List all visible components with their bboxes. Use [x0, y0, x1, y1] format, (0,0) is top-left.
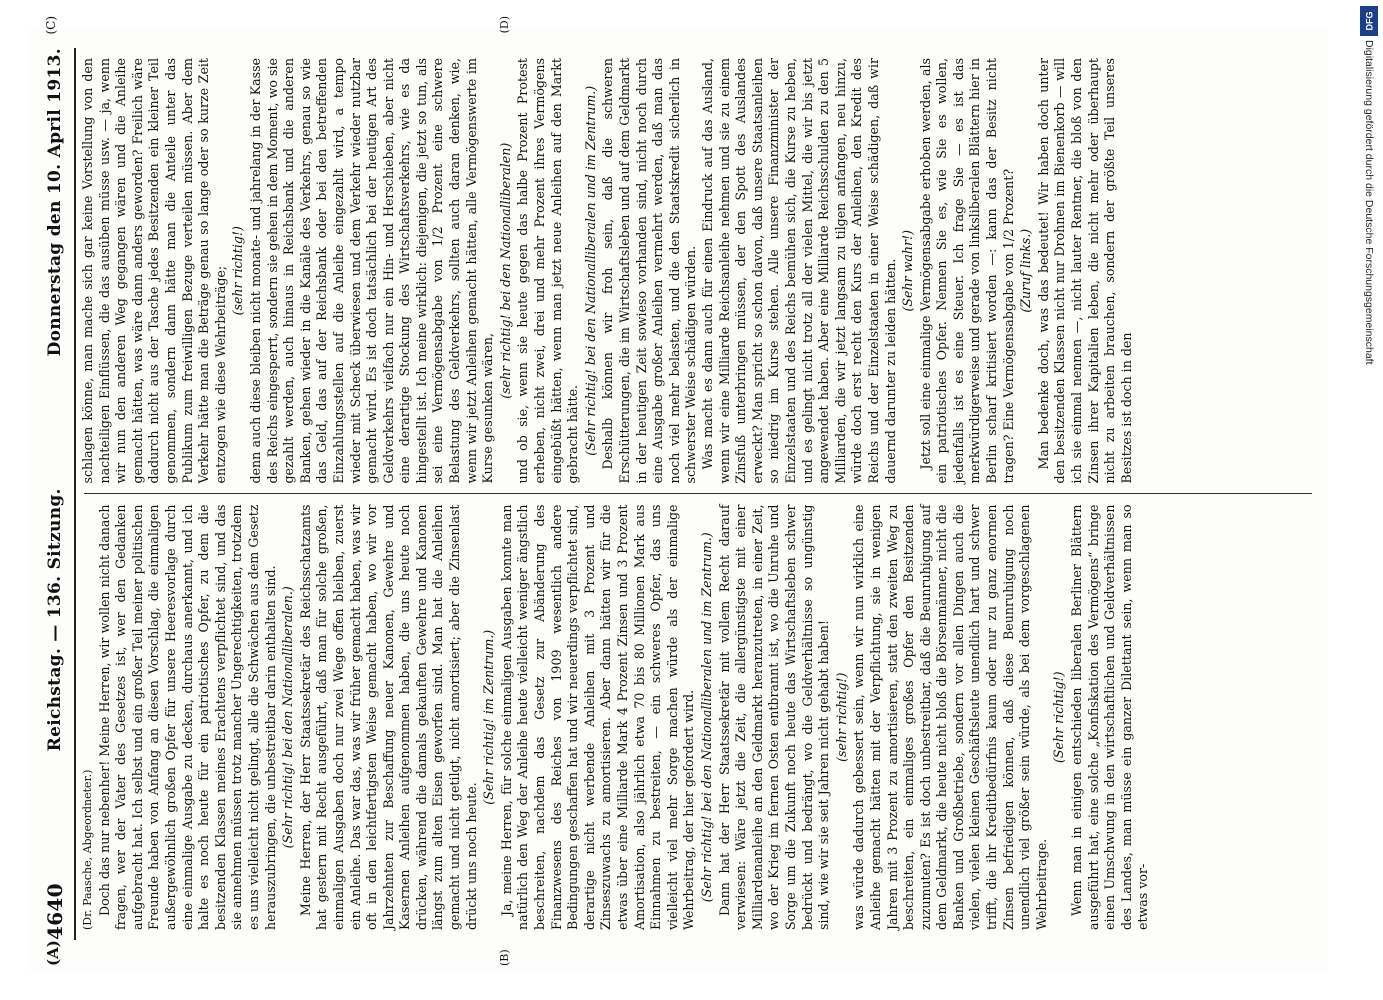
- paragraph: Wenn man in einigen entschieden liberalen Berliner Blättern ausgeführt hat, eine solche „Konfiskation des Vermögens“ bringe einen Umschwung in den wirtschaftlichen und Geldverhältnissen des Landes, man müsse ein ganzer Dilettant sein, wenn man so etwas vor-: [1069, 504, 1151, 930]
- interjection: (Sehr richtig! bei den Nationalliberalen und im Zentrum.): [582, 85, 598, 456]
- header-title-left: Reichstag. — 136. Sitzung.: [45, 488, 65, 752]
- header-rule: [74, 48, 76, 940]
- margin-mark-b: (B): [498, 949, 511, 966]
- paragraph: Doch das nur nebenher! Meine Herren, wir wollen nicht danach fragen, wer der Vater des Gesetzes ist, wer den Gedanken aufgebracht hat. Ich selbst und ein großer Teil meiner politischen Freunde haben von Anfang an diesen Vorschlag, die einmaligen außergewöhnlich großen Opfer für unsere Heeresvorlage durch eine einmalige Ausgabe zu decken, durchaus anerkannt, und ich halte es noch heute für ein patriotisches Opfer, zu dem die besitzenden Klassen meines Erachtens verpflichtet sind, und das sie annehmen müssen trotz mancher Ungerechtigkeiten, trotzdem es uns vielleicht nicht gelingt, alle die Schwächen aus dem Gesetz herauszubringen, die unbestreitbar darin enthalten sind.: [96, 504, 278, 930]
- column-divider: [84, 494, 1312, 495]
- paragraph: Jetzt soll eine einmalige Vermögensabgabe erhoben werden, als ein patriotisches Opfer. Nennen Sie es, wie Sie es wollen, jedenfalls ist es eine Steuer. Ich frage Sie — es ist das merkwürdigerweise und gerade von linksliberalen Blättern hier in Berlin scharf kritisiert worden —: kann das der Besitz nicht tragen? Eine Vermögensabgabe von 1/2 Prozent?: [917, 58, 1016, 484]
- interjection: (Sehr wahr!): [900, 229, 916, 312]
- paragraph: und ob sie, wenn sie heute gegen das halbe Prozent Protest erheben, nicht zwei, drei und mehr Prozent ihres Vermögens eingebüßt hätten, wenn man jetzt neue Anleihen auf den Markt gebracht hätte.: [515, 58, 581, 484]
- paragraph: Man bedenke doch, was das bedeutet! Wir haben doch unter den besitzenden Klassen nicht nur Drohnen im Bienenkorb — will ich sie einmal nennen —, nicht lauter Rentner, die bloß von den Zinsen ihrer Kapitalien leben, die nicht mehr oder überhaupt nicht zu arbeiten brauchen, sondern der größte Teil unseres Besitzes ist doch in den: [1035, 58, 1134, 484]
- interjection: (sehr richtig!): [230, 226, 246, 316]
- page-header: [38, 48, 72, 940]
- interjection: (Sehr richtig! im Zentrum.): [481, 629, 497, 805]
- paragraph: Dann hat der Herr Staatssekretär mit vollem Recht darauf verwiesen: Wäre jetzt die Zeit, die allergünstigste mit einer Milliardenanleihe an den Geldmarkt heranzutreten, in einer Zeit, wo der Krieg im fernen Osten entbrannt ist, wo die Unruhe und Sorge um die Zukunft noch heute das Wirtschaftsleben schwer bedrückt und bedrängt, wo die Geldverhältnisse so ungünstig sind, wie wir sie seit Jahren nicht gehabt haben!: [716, 504, 832, 930]
- interjection: (Zuruf links.): [1018, 228, 1034, 313]
- paragraph: Deshalb können wir froh sein, daß die schweren Erschütterungen, die im Wirtschaftsleben und auf dem Geldmarkt in der heutigen Zeit sowieso vorhanden sind, nicht noch durch eine Ausgabe großer Anleihen vermehrt werden, daß man das noch viel mehr belasten, und die den Staatskredit sicherlich in schwerster Weise schädigen würden.: [600, 58, 699, 484]
- dfg-logo-text: DFG: [1364, 11, 1374, 31]
- interjection: (sehr richtig! bei den Nationalliberalen): [497, 142, 513, 399]
- paragraph: Was macht es dann auch für einen Eindruck auf das Ausland, wenn wir eine Milliarde Reichsanleihe nehmen und sie zu einem Zinsfuß unterbringen müssen, der den Spott des Auslandes erweckt? Man spricht so schon davon, daß unsere Staatsanleihen so niedrig im Kurse stehen. Alle unsere Finanzminister der Einzelstaaten und des Reichs bemühen sich, die Kurse zu heben, und es gelingt nicht trotz all der vielen Mittel, die wir bis jetzt angewendet haben. Aber eine Milliarde Reichsschulden zu den 5 Milliarden, die wir jetzt langsam zu tilgen anfangen, neu hinzu, würde doch erst recht den Kurs der Anleihen, den Kredit des Reichs und der Einzelstaaten in einer Weise schädigen, daß wir dauernd darunter zu leiden hätten.: [699, 58, 898, 484]
- left-column: [80, 495, 1316, 941]
- margin-mark-c: (C): [44, 16, 58, 35]
- paragraph: Ja, meine Herren, für solche einmaligen Ausgaben konnte man natürlich den Weg der Anleihe heute vielleicht weniger ängstlich beschreiten, nachdem das Gesetz zur Abänderung des Finanzwesens des Reiches von 1909 wesentlich andere Bedingungen geschaffen hat und wir neuerdings verpflichtet sind, derartige nicht werbende Anleihen mit 3 Prozent und Zinseszuwachs zu amortisieren. Aber dann hätten wir für die etwas über eine Milliarde Mark 4 Prozent Zinsen und 3 Prozent Amortisation, also jährlich etwa 70 bis 80 Millionen Mark aus Einnahmen zu bestreiten, — ein schweres Opfer, das uns vielleicht viel mehr Sorge machen würde als der einmalige Wehrbeitrag, der hier gefordert wird.: [498, 504, 697, 930]
- margin-mark-d: (D): [498, 16, 511, 34]
- interjection: (Sehr richtig! bei den Nationalliberalen und im Zentrum.): [698, 532, 714, 903]
- right-column: [80, 48, 1316, 494]
- interjection: (Sehr richtig!): [1051, 671, 1067, 763]
- scanned-page: [28, 16, 1328, 970]
- interjection: (Sehr richtig! bei den Nationalliberalen.): [280, 586, 296, 849]
- paragraph: schlagen könne, man mache sich gar keine Vorstellung von den nachteiligen Einflüssen, die das ausüben müsse usw. — ja, wenn wir nun den anderen Weg gegangen wären und die Anleihe gemacht hätten, was wäre dann anders geworden? Freilich wäre dadurch nicht aus der Tasche jedes Besitzenden ein kleiner Teil genommen, sondern dann hätte man die Anteile unter das Publikum zum freiwilligen Bezuge verteilen müssen. Aber dem Verkehr hätte man die Beträge genau so lange oder so kurze Zeit entzogen wie diese Wehrbeiträge;: [80, 58, 228, 484]
- dfg-logo: [1360, 6, 1378, 36]
- margin-mark-a: (A): [44, 940, 62, 966]
- text-columns: [80, 48, 1316, 940]
- page-number: 4640: [43, 883, 67, 940]
- credit-text: Digitalisierung gefördert durch die Deutsche Forschungsgemeinschaft: [1363, 40, 1375, 365]
- digitization-credit: [1359, 0, 1381, 1000]
- interjection: (sehr richtig!): [833, 672, 849, 762]
- paragraph: denn auch diese bleiben nicht monate- und jahrelang in der Kasse des Reichs eingesperrt, sondern sie gehen in dem Moment, wo sie gezahlt werden, auch hinaus in Reichsbank und die anderen Banken, gehen wieder in die Kanäle des Verkehrs, genau so wie das Geld, das auf der Reichsbank oder bei den betreffenden Einzahlungsstellen auf die Anleihe eingezahlt wird, a tempo wieder mit Scheck überwiesen und dem Verkehr wieder nutzbar gemacht wird. Es ist doch tatsächlich bei der heutigen Art des Geldverkehrs vielfach nur ein Hin- und Herschieben, aber nicht eine derartige Stockung des Wirtschaftsverkehrs, wie es da hingestellt ist. Ich meine wirklich: diejenigen, die jetzt so tun, als sei eine Vermögensabgabe von 1/2 Prozent eine schwere Belastung des Geldverkehrs, sollten auch daran denken, wie, wenn wir jetzt Anleihen gemacht hätten, alle Vermögenswerte im Kurse gesunken wären,: [247, 58, 496, 484]
- paragraph: was würde dadurch gebessert sein, wenn wir nun wirklich eine Anleihe gemacht hätten mit der Verpflichtung, sie in wenigen Jahren mit 3 Prozent zu amortisieren, statt den zweiten Weg zu beschreiten, ein einmaliges großes Opfer den Besitzenden zuzumuten? Es ist doch unbestreitbar, daß die Beunruhigung auf dem Geldmarkt, die heute nicht bloß die Börsenmänner, nicht die Banken und Großbetriebe, sondern vor allen Dingen auch die vielen, vielen kleinen Geschäftsleute unendlich hart und schwer trifft, die ihr Kreditbedürfnis kaum oder nur zu ganz enormen Zinsen befriedigen können, daß diese Beunruhigung noch unendlich viel größer sein würde, als bei dem vorgeschlagenen Wehrbeitrage.: [851, 504, 1049, 930]
- paragraph: Meine Herren, der Herr Staatssekretär des Reichsschatzamts hat gestern mit Recht ausgeführt, daß man für solche großen, einmaligen Ausgaben doch nur zwei Wege offen bleiben, zuerst ein Anleihe. Das war das, was wir früher gemacht haben, was wir oft in den leichtfertigsten Weise gemacht haben, wo wir vor Jahrzehnten zur Beschaffung neuer Kanonen, Gewehre und Kasernen Anleihen aufgenommen haben, die uns heute noch drücken, während die damals gekauften Gewehre und Kanonen längst zum alten Eisen geworfen sind. Man hat die Anleihen gemacht und nicht getilgt, nicht amortisiert; aber die Zinsenlast drückt uns noch heute.: [297, 504, 479, 930]
- speaker-label: (Dr. Paasche, Abgeordneter.): [81, 769, 94, 930]
- header-title-right: Donnerstag den 10. April 1913.: [45, 48, 65, 357]
